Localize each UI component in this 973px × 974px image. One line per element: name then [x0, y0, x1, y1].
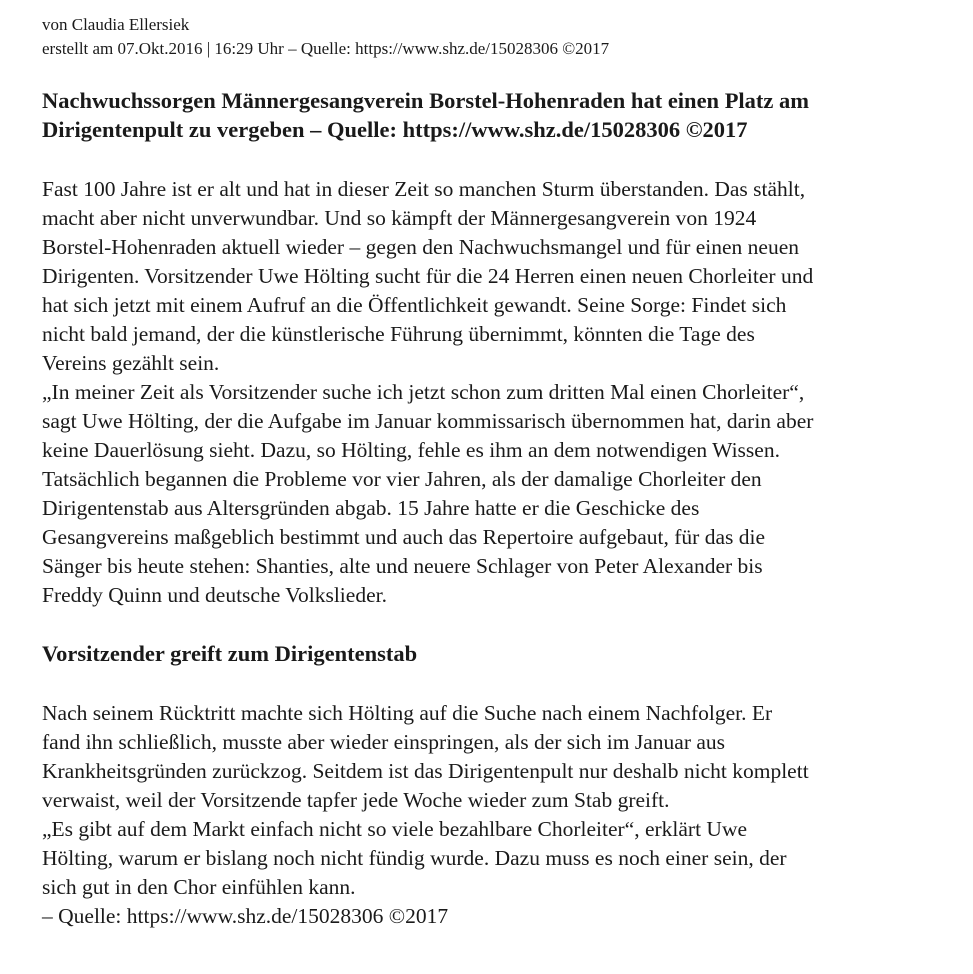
paragraph-line: fand ihn schließlich, musste aber wieder einspringen, als der sich im Januar aus	[42, 730, 726, 754]
paragraph-line: „Es gibt auf dem Markt einfach nicht so viele bezahlbare Chorleiter“, erklärt Uwe	[42, 817, 748, 841]
paragraph-line: Krankheitsgründen zurückzog. Seitdem ist das Dirigentenpult nur deshalb nicht komplett	[42, 759, 809, 783]
paragraph-line: hat sich jetzt mit einem Aufruf an die Öffentlichkeit gewandt. Seine Sorge: Findet sich	[42, 293, 787, 317]
paragraph-4	[42, 815, 957, 902]
paragraph-line: macht aber nicht unverwundbar. Und so kämpft der Männergesangverein von 1924	[42, 206, 757, 230]
paragraph-1	[42, 175, 957, 378]
paragraph-3	[42, 699, 957, 815]
paragraph-line: Nach seinem Rücktritt machte sich Hölting auf die Suche nach einem Nachfolger. Er	[42, 701, 773, 725]
paragraph-line: sich gut in den Chor einfühlen kann.	[42, 875, 356, 899]
paragraph-line: Tatsächlich begannen die Probleme vor vier Jahren, als der damalige Chorleiter den	[42, 467, 762, 491]
article-meta	[42, 13, 957, 61]
article	[42, 13, 957, 931]
headline-line: Dirigentenpult zu vergeben – Quelle: https://www.shz.de/15028306 ©2017	[42, 117, 748, 142]
paragraph-line: Dirigentenstab aus Altersgründen abgab. 15 Jahre hatte er die Geschicke des	[42, 496, 700, 520]
paragraph-line: keine Dauerlösung sieht. Dazu, so Hölting, fehle es ihm an dem notwendigen Wissen.	[42, 438, 780, 462]
paragraph-line: Hölting, warum er bislang noch nicht fündig wurde. Dazu muss es noch einer sein, der	[42, 846, 787, 870]
paragraph-line: „In meiner Zeit als Vorsitzender suche ich jetzt schon zum dritten Mal einen Chorleiter“,	[42, 380, 805, 404]
paragraph-line: Dirigenten. Vorsitzender Uwe Hölting sucht für die 24 Herren einen neuen Chorleiter und	[42, 264, 814, 288]
paragraph-line: Borstel-Hohenraden aktuell wieder – gegen den Nachwuchsmangel und für einen neuen	[42, 235, 800, 259]
paragraph-line: Gesangvereins maßgeblich bestimmt und auch das Repertoire aufgebaut, für das die	[42, 525, 766, 549]
paragraph-line: Sänger bis heute stehen: Shanties, alte und neuere Schlager von Peter Alexander bis	[42, 554, 763, 578]
headline-line: Nachwuchssorgen Männergesangverein Borstel-Hohenraden hat einen Platz am	[42, 88, 810, 113]
paragraph-line: verwaist, weil der Vorsitzende tapfer jede Woche wieder zum Stab greift.	[42, 788, 670, 812]
article-body-section-2	[42, 699, 957, 931]
created-line: erstellt am 07.Okt.2016 | 16:29 Uhr – Quelle: https://www.shz.de/15028306 ©2017	[42, 39, 610, 58]
article-headline	[42, 86, 957, 144]
paragraph-2	[42, 378, 957, 610]
paragraph-line: sagt Uwe Hölting, der die Aufgabe im Januar kommissarisch übernommen hat, darin aber	[42, 409, 814, 433]
author-line: von Claudia Ellersiek	[42, 15, 190, 34]
paragraph-line: nicht bald jemand, der die künstlerische Führung übernimmt, könnten die Tage des	[42, 322, 755, 346]
article-body-section-1	[42, 175, 957, 610]
source-line: – Quelle: https://www.shz.de/15028306 ©2017	[42, 904, 449, 928]
paragraph-line: Vereins gezählt sein.	[42, 351, 220, 375]
paragraph-line: Fast 100 Jahre ist er alt und hat in dieser Zeit so manchen Sturm überstanden. Das stählt,	[42, 177, 806, 201]
article-subheading: Vorsitzender greift zum Dirigentenstab	[42, 641, 418, 666]
paragraph-line: Freddy Quinn und deutsche Volkslieder.	[42, 583, 387, 607]
